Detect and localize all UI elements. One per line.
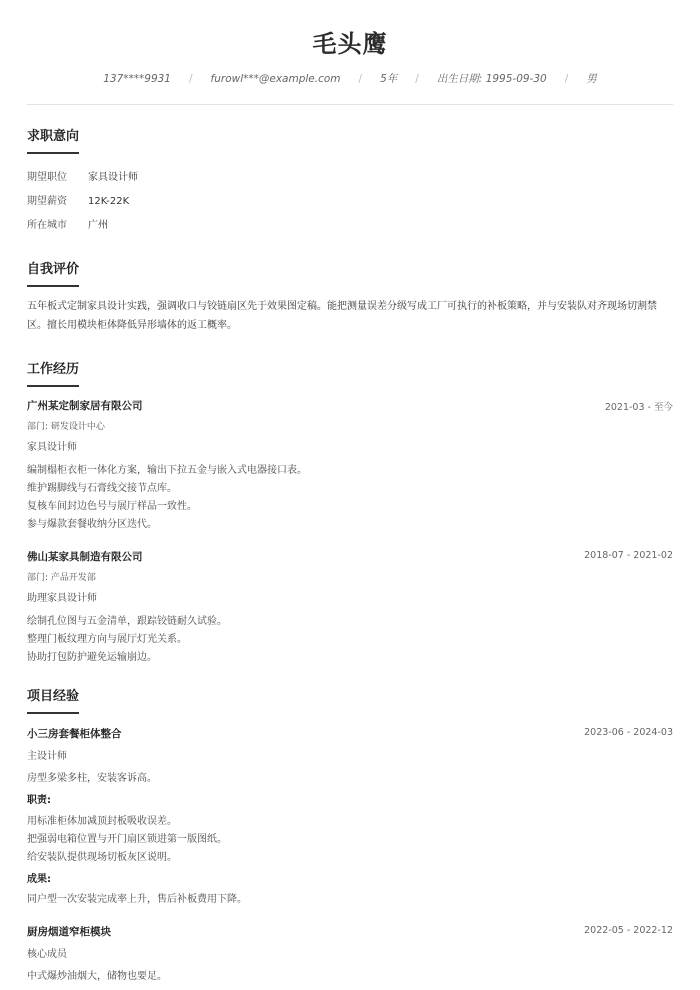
work-bullet: 编制榻柜衣柜一体化方案，输出下拉五金与嵌入式电器接口表。	[27, 465, 307, 476]
project-desc: 中式爆炒油烟大，储物也要足。	[27, 971, 167, 982]
section-underline	[27, 385, 79, 387]
work-company: 广州某定制家居有限公司	[27, 400, 143, 412]
work-bullet: 整理门板纹理方向与展厅灯光关系。	[27, 634, 187, 645]
header-divider	[27, 104, 673, 105]
section-underline	[27, 712, 79, 714]
separator: /	[188, 73, 193, 85]
project-role: 主设计师	[27, 751, 67, 762]
section-title-summary	[27, 258, 79, 287]
summary-text: 五年板式定制家具设计实践，强调收口与铰链扇区先于效果图定稿。能把测量误差分级写成工厂可执行的补板策略，并与安装队对齐现场切割禁区。擅长用模块柜体降低异形墙体的返工概率。	[27, 301, 657, 331]
section-title-work	[27, 358, 79, 387]
work-role: 助理家具设计师	[27, 593, 97, 604]
result-label: 成果:	[27, 874, 51, 885]
project-desc: 房型多梁多柱，安装客诉高。	[27, 773, 157, 784]
position-label: 期望职位	[27, 172, 67, 183]
email: furowl***@example.com	[210, 73, 341, 85]
work-bullet: 复核车间封边色号与展厅样品一致性。	[27, 501, 197, 512]
section-title-text: 项目经验	[27, 689, 80, 704]
intent-city-row	[27, 216, 673, 231]
work-bullet: 维护踢脚线与石膏线交接节点库。	[27, 483, 177, 494]
position-value: 家具设计师	[88, 172, 138, 183]
project-date: 2022-05 - 2022-12	[584, 925, 673, 936]
salary-label: 期望薪资	[27, 196, 67, 207]
separator: /	[358, 73, 363, 85]
project-role: 核心成员	[27, 949, 67, 960]
salary-value: 12K-22K	[88, 196, 130, 207]
work-role: 家具设计师	[27, 442, 77, 453]
project-name: 厨房烟道窄柜模块	[27, 926, 111, 938]
candidate-name: 毛头鹰	[312, 30, 388, 58]
work-date: 2018-07 - 2021-02	[584, 550, 673, 561]
birth-date: 出生日期: 1995-09-30	[436, 73, 547, 85]
intent-position-row	[27, 168, 673, 183]
contact-line	[0, 71, 700, 86]
work-dept: 部门: 产品开发部	[27, 573, 96, 583]
section-title-text: 自我评价	[27, 262, 80, 277]
intent-salary-row	[27, 192, 673, 207]
work-company: 佛山某家具制造有限公司	[27, 551, 143, 563]
section-title-intent	[27, 125, 79, 154]
separator: /	[415, 73, 419, 85]
project-name: 小三房套餐柜体整合	[27, 728, 122, 740]
project-duty: 把强弱电箱位置与开门扇区锁进第一版图纸。	[27, 834, 227, 845]
work-bullet: 参与爆款套餐收纳分区迭代。	[27, 519, 157, 530]
duty-label: 职责:	[27, 795, 51, 806]
project-date: 2023-06 - 2024-03	[584, 727, 673, 738]
phone: 137****9931	[103, 73, 171, 85]
city-label: 所在城市	[27, 220, 67, 231]
work-bullet: 协助打包防护避免运输崩边。	[27, 652, 157, 663]
work-dept: 部门: 研发设计中心	[27, 422, 105, 432]
gender: 男	[586, 73, 597, 85]
project-duty: 用标准柜体加减顶封板吸收误差。	[27, 816, 177, 827]
work-bullet: 绘制孔位图与五金清单，跟踪铰链耐久试验。	[27, 616, 227, 627]
section-underline	[27, 152, 79, 154]
section-title-text: 求职意向	[27, 129, 80, 144]
experience-years: 5年	[380, 73, 398, 85]
project-duty: 给安装队提供现场切板灰区说明。	[27, 852, 177, 863]
section-title-text: 工作经历	[27, 362, 80, 377]
section-underline	[27, 285, 79, 287]
separator: /	[564, 73, 569, 85]
project-result: 同户型一次安装完成率上升，售后补板费用下降。	[27, 894, 247, 905]
city-value: 广州	[88, 220, 108, 231]
work-date: 2021-03 - 至今	[604, 402, 673, 413]
section-title-projects	[27, 685, 79, 714]
